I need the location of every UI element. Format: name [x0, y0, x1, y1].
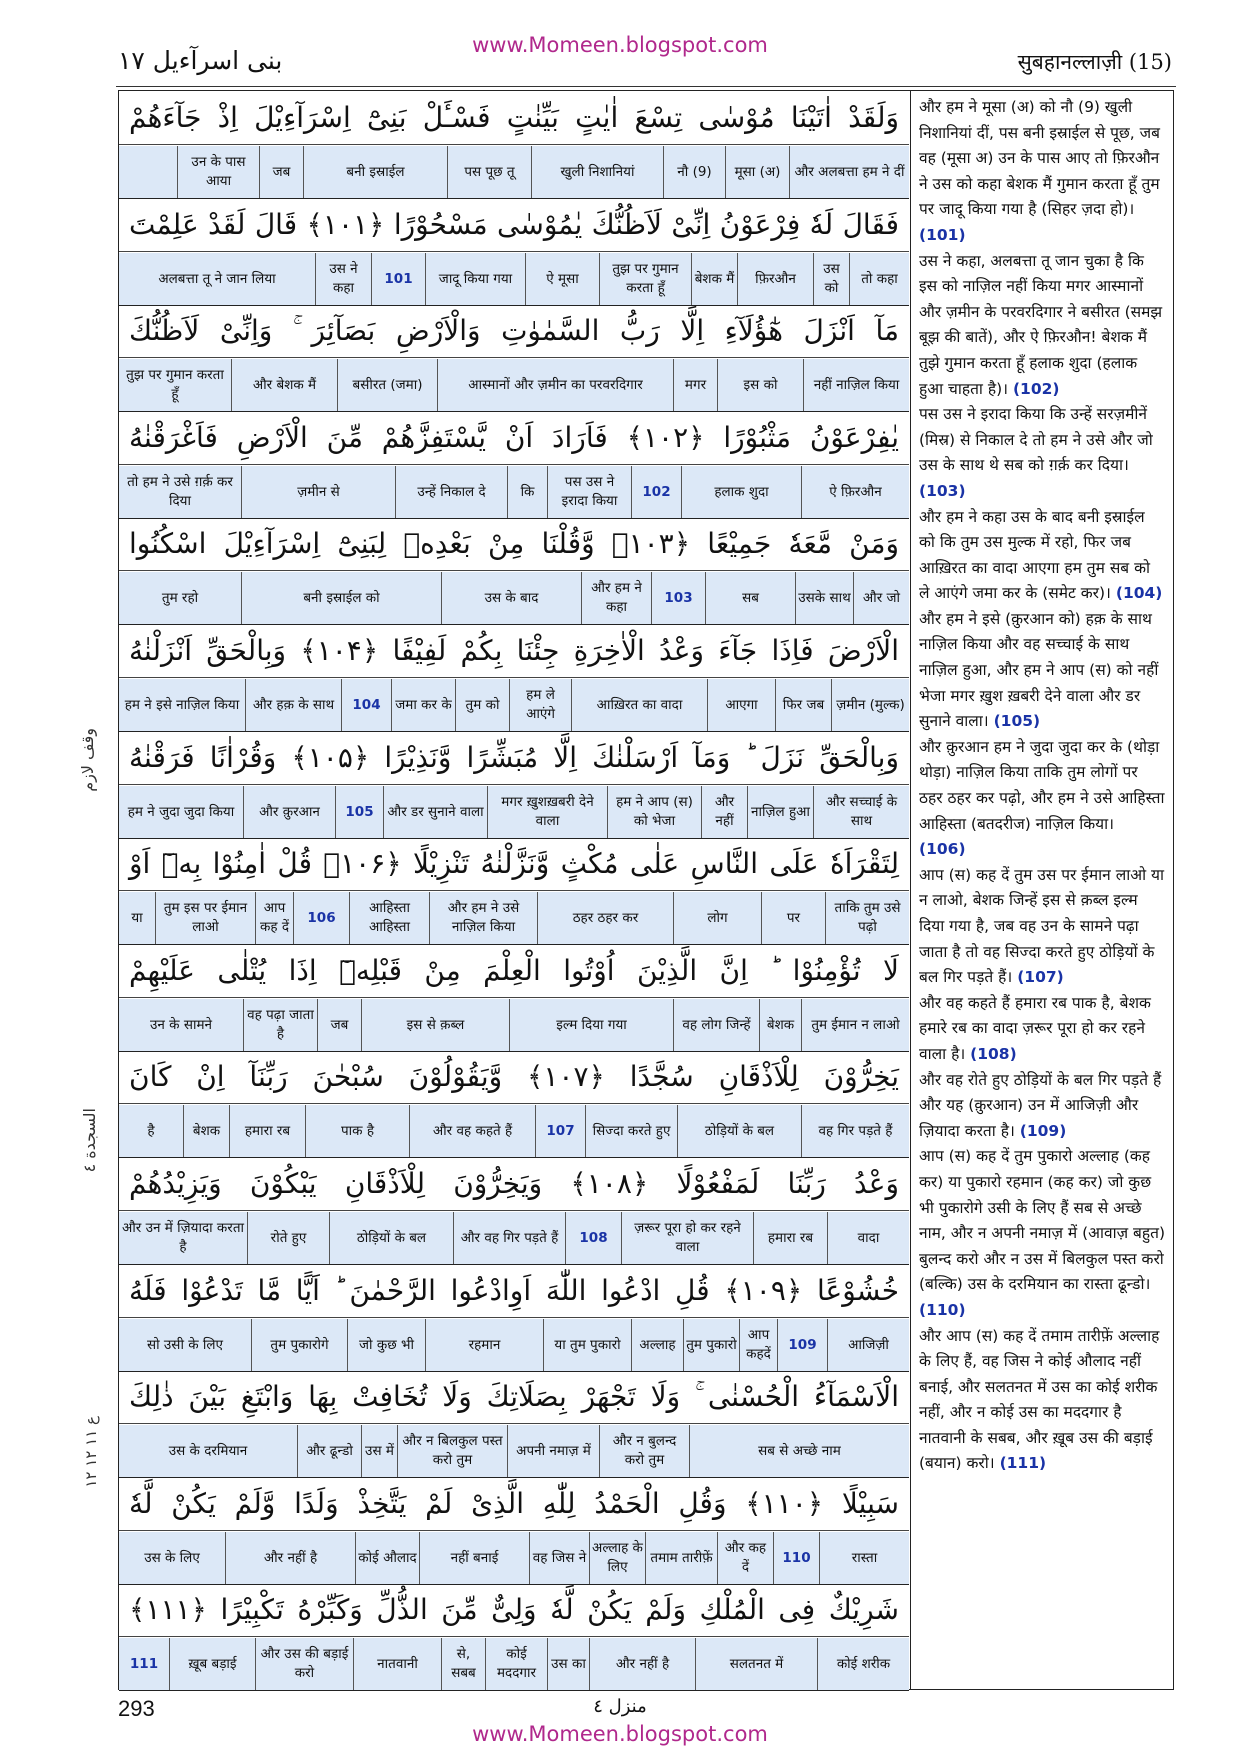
word-meaning-cell: और वह कहते हैं — [409, 1105, 535, 1157]
word-meaning-cell: रहमान — [425, 1319, 543, 1371]
arabic-verse-line: يٰفِرْعَوْنُ مَثْبُوْرًا ﴿۱۰۲﴾ فَاَرَادَ اَنْ يَّسْتَفِزَّهُمْ مِّنَ الْاَرْضِ فَاَغْرَقْنٰهُ — [119, 411, 909, 465]
bottom-url[interactable]: www.Momeen.blogspot.com — [472, 1722, 768, 1746]
verse-number-cell: 104 — [341, 679, 391, 731]
verse-number-cell: 101 — [371, 253, 425, 305]
word-meaning-cell: ताकि तुम उसे पढ़ो — [825, 892, 909, 944]
ruku-marker: ع ١١ ١٢ ١٢ — [82, 1416, 100, 1488]
word-meaning-cell: ज़मीन (मुल्क) — [831, 679, 909, 731]
word-meaning-cell: उसके साथ — [795, 572, 853, 624]
word-meaning-cell: और कह दें — [717, 1532, 773, 1584]
word-meaning-cell: तुझ पर गुमान करता हूँ — [126, 367, 224, 402]
word-meaning-cell: बनी इस्राईल को — [241, 572, 441, 624]
top-url[interactable]: www.Momeen.blogspot.com — [472, 33, 768, 57]
translation-text: उस ने कहा, अलबत्ता तू जान चुका है कि इस को नाज़िल नहीं किया मगर आस्मानों और ज़मीन के परवरदिगार ने बसीरत (समझ बूझ की बातें), और ऐ फ़िरऔन! बेशक मैं तुझे गुमान करता हूँ हलाक शुदा (हलाक हुआ चाहता है)। — [919, 251, 1163, 398]
arabic-verse-line: سَبِيْلًا ﴿۱۱۰﴾ وَقُلِ الْحَمْدُ لِلّٰهِ الَّذِیْ لَمْ يَتَّخِذْ وَلَدًا وَّلَمْ يَكُنْ لَّهٗ — [119, 1477, 909, 1531]
waqf-lazim-note: وقف لازم — [78, 728, 97, 792]
word-meaning-row — [119, 1425, 909, 1478]
word-meaning-cell: तुम ईमान न लाओ — [801, 999, 909, 1051]
word-meaning-cell: तो कहा — [849, 253, 909, 305]
word-meaning-cell: और नहीं है — [589, 1638, 695, 1690]
arabic-verse-line: شَرِيْكٌ فِی الْمُلْكِ وَلَمْ يَكُنْ لَّهٗ وَلِیٌّ مِّنَ الذُّلِّ وَكَبِّرْهُ تَكْبِيْرًا ﴿۱۱۱﴾ — [119, 1583, 909, 1637]
word-meaning-cell: या तुम पुकारो — [543, 1319, 631, 1371]
word-meaning-cell: ऐ मूसा — [525, 253, 599, 305]
word-meaning-cell: आप कह दें — [255, 892, 293, 944]
arabic-verse-line: الْاَسْمَآءُ الْحُسْنٰى ۚ وَلَا تَجْهَرْ بِصَلَاتِكَ وَلَا تُخَافِتْ بِهَا وَابْتَغِ بَيْنَ ذٰلِكَ — [119, 1370, 909, 1424]
translation-text: आप (स) कह दें तुम पुकारो अल्लाह (कह कर) या पुकारो रहमान (कह कर) जो कुछ भी पुकारोगे उसी के लिए हैं सब से अच्छे नाम, और न अपनी नमाज़ में (आवाज़ बहुत) बुलन्द करो और न उस में बिलकुल पस्त करो (बल्कि) उस के दरमियान का रास्ता ढून्डो। — [919, 1147, 1166, 1294]
verse-number-cell: 110 — [773, 1532, 819, 1584]
word-meaning-cell: अल्लाह — [631, 1319, 683, 1371]
word-meaning-cell: इस को — [717, 359, 803, 411]
word-meaning-cell: फिर जब — [775, 679, 831, 731]
para-title-hindi: सुबहानल्लाज़ी (15) — [1017, 50, 1172, 74]
word-meaning-cell: और न बुलन्द करो तुम — [599, 1425, 689, 1477]
word-meaning-cell: मूसा (अ) — [725, 146, 789, 198]
word-meaning-cell: और हम ने कहा — [581, 572, 651, 624]
word-meaning-cell: तुम इस पर ईमान लाओ — [155, 892, 255, 944]
arabic-verse-line: وَبِالْحَقِّ نَزَلَ ؕ وَمَآ اَرْسَلْنٰكَ اِلَّا مُبَشِّرًا وَّنَذِيْرًا ﴿۱۰۵﴾ وَقُرْاٰنًا فَرَقْنٰهُ — [119, 731, 909, 785]
translation-paragraph — [919, 1068, 1165, 1145]
word-meaning-cell: रास्ता — [819, 1532, 909, 1584]
word-meaning-cell: सिज्दा करते हुए — [585, 1105, 677, 1157]
word-meaning-cell: जब — [259, 146, 303, 198]
word-meaning-cell: आजिज़ी — [827, 1319, 909, 1371]
page-number: 293 — [118, 1696, 155, 1721]
word-meaning-cell: और जो — [853, 572, 909, 624]
word-meaning-cell: कोई मददगार — [485, 1638, 547, 1690]
page-frame — [118, 90, 1174, 1690]
word-meaning-cell: उस के दरमियान — [168, 1442, 248, 1459]
word-meaning-cell: हलाक शुदा — [681, 466, 801, 518]
word-meaning-cell: लोग — [673, 892, 761, 944]
translation-paragraph — [919, 735, 1165, 863]
verse-number-cell: 102 — [631, 466, 681, 518]
word-meaning-cell: खुली निशानियां — [531, 146, 663, 198]
word-meaning-cell: नहीं बनाई — [419, 1532, 529, 1584]
word-meaning-cell: तुम पुकारोगे — [251, 1319, 347, 1371]
word-meaning-cell: हम ले आएंगे — [509, 679, 571, 731]
word-meaning-cell: वादा — [827, 1212, 909, 1264]
word-meaning-cell: हम ने इसे नाज़िल किया — [124, 696, 240, 713]
word-meaning-cell: वह लोग जिन्हें — [673, 999, 759, 1051]
word-meaning-cell: और हम ने उसे नाज़िल किया — [429, 892, 537, 944]
word-meaning-cell: तुम को — [455, 679, 509, 731]
word-meaning-cell: बेशक — [759, 999, 801, 1051]
word-meaning-cell: मगर — [673, 359, 717, 411]
verse-number-cell: 107 — [535, 1105, 585, 1157]
arabic-verse-line: لِتَقْرَاَهٗ عَلَى النَّاسِ عَلٰى مُكْثٍ وَّنَزَّلْنٰهُ تَنْزِيْلًا ﴿۱۰۶﴾ قُلْ اٰمِنُوْا بِهٖٓ اَوْ — [119, 837, 909, 891]
word-meaning-cell: वह जिस ने — [529, 1532, 589, 1584]
verse-number: (108) — [970, 1044, 1017, 1063]
word-meaning-cell: ठोड़ियों के बल — [677, 1105, 801, 1157]
word-meaning-cell: अलबत्ता तू ने जान लिया — [158, 270, 276, 287]
translation-text: और वह कहते हैं हमारा रब पाक है, बेशक हमारे रब का वादा ज़रूर पूरा हो कर रहने वाला है। — [919, 993, 1151, 1063]
verse-number: (101) — [919, 225, 966, 244]
word-meaning-cell: कोई औलाद — [355, 1532, 419, 1584]
word-meaning-cell: वह पढ़ा जाता है — [243, 999, 317, 1051]
arabic-verse-line: لَا تُؤْمِنُوْا ؕ اِنَّ الَّذِيْنَ اُوْتُوا الْعِلْمَ مِنْ قَبْلِهٖٓ اِذَا يُتْلٰى عَلَيْهِمْ — [119, 944, 909, 998]
word-meaning-cell: और नहीं है — [225, 1532, 355, 1584]
word-meaning-cell: जादू किया गया — [425, 253, 525, 305]
word-meaning-cell: बेशक मैं — [691, 253, 737, 305]
word-meaning-row — [119, 1212, 909, 1265]
word-meaning-cell: ज़रूर पूरा हो कर रहने वाला — [621, 1212, 753, 1264]
verse-number: (104) — [1115, 584, 1163, 603]
translation-text: आप (स) कह दें तुम उस पर ईमान लाओ या न लाओ, बेशक जिन्हें इस से क़ब्ल इल्म दिया गया है, जब वह उन के सामने पढ़ा जाता है तो वह सिज्दा करते हुए ठोड़ियों के बल गिर पड़ते हैं। — [919, 865, 1165, 987]
word-meaning-row — [119, 146, 909, 199]
verse-number: (106) — [919, 840, 966, 859]
translation-text: और वह रोते हुए ठोड़ियों के बल गिर पड़ते हैं और यह (क़ुरआन) उन में आजिज़ी और ज़ियादा करता है। — [919, 1070, 1162, 1140]
word-meaning-cell: बसीरत (जमा) — [337, 359, 437, 411]
translation-paragraph — [919, 402, 1165, 504]
arabic-verse-line: مَآ اَنْزَلَ هٰٓؤُلَآءِ اِلَّا رَبُّ السَّمٰوٰتِ وَالْاَرْضِ بَصَآئِرَ ۚ وَاِنِّیْ لَاَظُنُّكَ — [119, 304, 909, 358]
word-meaning-row — [119, 1638, 909, 1691]
word-meaning-cell: जमा कर के — [391, 679, 455, 731]
word-meaning-cell: इल्म दिया गया — [509, 999, 673, 1051]
word-meaning-cell: नाज़िल हुआ — [747, 786, 813, 838]
arabic-verse-line: الْاَرْضَ فَاِذَا جَآءَ وَعْدُ الْاٰخِرَةِ جِئْنَا بِكُمْ لَفِيْفًا ﴿۱۰۴﴾ وَبِالْحَقِّ اَنْزَلْنٰهُ — [119, 624, 909, 678]
word-meaning-cell: बनी इस्राईल — [303, 146, 447, 198]
word-meaning-cell: रोते हुए — [247, 1212, 329, 1264]
word-meaning-cell: हमारा रब — [229, 1105, 305, 1157]
word-meaning-cell: आस्मानों और ज़मीन का परवरदिगार — [437, 359, 673, 411]
word-meaning-cell: या — [131, 909, 143, 926]
word-meaning-cell: और हक़ के साथ — [245, 679, 341, 731]
word-meaning-cell: उस के बाद — [441, 572, 581, 624]
word-meaning-row — [119, 786, 909, 839]
word-meaning-cell: उन्हें निकाल दे — [395, 466, 507, 518]
word-meaning-row — [119, 253, 909, 306]
verse-number: (105) — [993, 712, 1041, 731]
word-meaning-cell: उस में — [361, 1425, 397, 1477]
word-meaning-cell: अपनी नमाज़ में — [507, 1425, 599, 1477]
word-meaning-cell: पाक है — [305, 1105, 409, 1157]
word-meaning-cell: और डर सुनाने वाला — [383, 786, 487, 838]
verse-number-cell: 103 — [651, 572, 705, 624]
word-meaning-cell: कोई शरीक — [817, 1638, 909, 1690]
word-meaning-cell: सब — [705, 572, 795, 624]
translation-paragraph — [919, 607, 1165, 735]
translation-column — [919, 95, 1165, 1477]
verse-number-cell: 106 — [293, 892, 349, 944]
word-meaning-cell: ख़ूब बड़ाई — [169, 1638, 255, 1690]
header-rule — [116, 86, 1176, 87]
word-by-word-column — [119, 91, 911, 1689]
word-meaning-cell: सलतनत में — [695, 1638, 817, 1690]
translation-text: और हम ने मूसा (अ) को नौ (9) खुली निशानियां दीं, पस बनी इस्राईल से पूछ, जब वह (मूसा अ) उन के पास आए तो फ़िरऔन ने उस को कहा बेशक मैं गुमान करता हूँ तुम पर जादू किया गया है (सिहर ज़दा हो)। — [919, 98, 1161, 219]
verse-number: (111) — [999, 1454, 1047, 1473]
word-meaning-cell: ज़मीन से — [241, 466, 395, 518]
word-meaning-cell: पर — [761, 892, 825, 944]
word-meaning-cell: बेशक — [183, 1105, 229, 1157]
manzil-label: منزل ٤ — [593, 1696, 647, 1717]
word-meaning-cell: वह गिर पड़ते हैं — [801, 1105, 909, 1157]
word-meaning-cell: तमाम तारीफ़ें — [645, 1532, 717, 1584]
word-meaning-cell: और वह गिर पड़ते हैं — [453, 1212, 565, 1264]
word-meaning-cell: जब — [317, 999, 361, 1051]
word-meaning-row — [119, 999, 909, 1052]
translation-paragraph — [919, 1324, 1165, 1478]
word-meaning-cell: और ढून्डो — [297, 1425, 361, 1477]
translation-paragraph — [919, 95, 1165, 249]
word-meaning-row — [119, 679, 909, 732]
translation-paragraph — [919, 249, 1165, 403]
translation-paragraph — [919, 863, 1165, 991]
verse-number-cell: 109 — [777, 1319, 827, 1371]
verse-number-cell: 108 — [565, 1212, 621, 1264]
word-meaning-cell — [119, 146, 177, 198]
translation-paragraph — [919, 505, 1165, 607]
arabic-verse-line: يَخِرُّوْنَ لِلْاَذْقَانِ سُجَّدًا ﴿۱۰۷﴾ وَّيَقُوْلُوْنَ سُبْحٰنَ رَبِّنَآ اِنْ كَانَ — [119, 1050, 909, 1104]
word-meaning-cell: है — [147, 1122, 155, 1139]
word-meaning-cell: और क़ुरआन — [243, 786, 335, 838]
word-meaning-cell: से, सबब — [441, 1638, 485, 1690]
word-meaning-row — [119, 1532, 909, 1585]
word-meaning-cell: पस उस ने इरादा किया — [547, 466, 631, 518]
word-meaning-cell: और बेशक मैं — [231, 359, 337, 411]
word-meaning-cell: सब से अच्छे नाम — [689, 1425, 909, 1477]
word-meaning-cell: ऐ फ़िरऔन — [801, 466, 909, 518]
verse-number: (102) — [1012, 379, 1060, 398]
word-meaning-cell: उस का — [547, 1638, 589, 1690]
word-meaning-cell: हमारा रब — [753, 1212, 827, 1264]
word-meaning-cell: उस ने कहा — [315, 253, 371, 305]
arabic-verse-line: وَلَقَدْ اٰتَيْنَا مُوْسٰى تِسْعَ اٰيٰتٍ بَيِّنٰتٍ فَسْـَٔلْ بَنِیْٓ اِسْرَآءِيْلَ اِذْ جَآءَهُمْ — [119, 91, 909, 145]
arabic-verse-line: وَعْدُ رَبِّنَا لَمَفْعُوْلًا ﴿۱۰۸﴾ وَيَخِرُّوْنَ لِلْاَذْقَانِ يَبْكُوْنَ وَيَزِيْدُهُمْ — [119, 1157, 909, 1211]
word-meaning-cell: कि — [507, 466, 547, 518]
word-meaning-row — [119, 359, 909, 412]
word-meaning-cell: ठोड़ियों के बल — [329, 1212, 453, 1264]
word-meaning-cell: और उन में ज़ियादा करता है — [121, 1220, 245, 1255]
word-meaning-cell: उन के पास आया — [177, 146, 259, 198]
verse-number: (103) — [919, 481, 966, 500]
word-meaning-row — [119, 892, 909, 945]
word-meaning-cell: नहीं नाज़िल किया — [803, 359, 909, 411]
word-meaning-cell: मगर ख़ुशख़बरी देने वाला — [487, 786, 607, 838]
word-meaning-cell: हम ने जुदा जुदा किया — [127, 803, 235, 820]
verse-number-cell: 105 — [335, 786, 383, 838]
word-meaning-cell: फ़िरऔन — [737, 253, 813, 305]
word-meaning-cell: अल्लाह के लिए — [589, 1532, 645, 1584]
word-meaning-cell: और सच्चाई के साथ — [813, 786, 909, 838]
word-meaning-cell: नौ (9) — [663, 146, 725, 198]
translation-text: पस उस ने इरादा किया कि उन्हें सरज़मीनें (मिस्र) से निकाल दे तो हम ने उसे और जो उस के साथ थे सब को ग़र्क़ कर दिया। — [919, 405, 1153, 475]
word-meaning-cell: तुम पुकारो — [683, 1319, 739, 1371]
translation-paragraph — [919, 1144, 1165, 1323]
verse-number-cell: 111 — [129, 1655, 159, 1672]
word-meaning-cell: और उस की बड़ाई करो — [255, 1638, 353, 1690]
word-meaning-row — [119, 1319, 909, 1372]
word-meaning-cell: उस को — [813, 253, 849, 305]
word-meaning-cell: आख़िरत का वादा — [571, 679, 707, 731]
word-meaning-row — [119, 572, 909, 625]
word-meaning-cell: आप कहदें — [739, 1319, 777, 1371]
arabic-verse-line: فَقَالَ لَهٗ فِرْعَوْنُ اِنِّیْ لَاَظُنُّكَ يٰمُوْسٰى مَسْحُوْرًا ﴿۱۰۱﴾ قَالَ لَقَدْ عَلِمْتَ — [119, 198, 909, 252]
verse-number: (110) — [919, 1300, 966, 1319]
word-meaning-cell: ठहर ठहर कर — [537, 892, 673, 944]
translation-text: और हम ने कहा उस के बाद बनी इस्राईल को कि तुम उस मुल्क में रहो, फिर जब आख़िरत का वादा आएगा हम तुम सब को ले आएंगे जमा कर के (समेट कर)। — [919, 507, 1150, 603]
arabic-verse-line: وَمَنْ مَّعَهٗ جَمِيْعًا ﴿۱۰۳﴾ وَّقُلْنَا مِنْ بَعْدِهٖ لِبَنِیْٓ اِسْرَآءِيْلَ اسْكُنُوا — [119, 517, 909, 571]
word-meaning-cell: उस के लिए — [144, 1549, 200, 1566]
word-meaning-cell: आहिस्ता आहिस्ता — [349, 892, 429, 944]
word-meaning-row — [119, 1105, 909, 1158]
word-meaning-cell: तुझ पर गुमान करता हूँ — [599, 253, 691, 305]
word-meaning-cell: सो उसी के लिए — [147, 1336, 223, 1353]
sajdah-marker: السجدة ٤ — [80, 1108, 99, 1173]
translation-paragraph — [919, 991, 1165, 1068]
verse-number: (107) — [1017, 968, 1064, 987]
word-meaning-cell: और नहीं — [701, 786, 747, 838]
word-meaning-cell: और अलबत्ता हम ने दीं — [789, 146, 909, 198]
word-meaning-cell: तो हम ने उसे ग़र्क़ कर दिया — [127, 474, 233, 509]
word-meaning-cell: नातवानी — [353, 1638, 441, 1690]
word-meaning-cell: उन के सामने — [149, 1016, 213, 1033]
arabic-verse-line: خُشُوْعًا ﴿۱۰۹﴾ قُلِ ادْعُوا اللّٰهَ اَوِادْعُوا الرَّحْمٰنَ ؕ اَيًّا مَّا تَدْعُوْا فَلَهُ — [119, 1264, 909, 1318]
word-meaning-cell: और न बिलकुल पस्त करो तुम — [397, 1425, 507, 1477]
verse-number: (109) — [1019, 1121, 1067, 1140]
word-meaning-row — [119, 466, 909, 519]
translation-text: और आप (स) कह दें तमाम तारीफ़ें अल्लाह के लिए हैं, वह जिस ने कोई औलाद नहीं बनाई, और सलतनत में उस का कोई शरीक नहीं, और न कोई उस का मददगार है नातवानी के सबब, और ख़ूब उस की बड़ाई (बयान) करो। — [919, 1326, 1160, 1473]
surah-title-urdu: بنی اسرآءیل ۱۷ — [118, 46, 283, 75]
translation-text: और हम ने इसे (क़ुरआन को) हक़ के साथ नाज़िल किया और वह सच्चाई के साथ नाज़िल हुआ, और हम ने आप (स) को नहीं भेजा मगर ख़ुश ख़बरी देने वाला और डर सुनाने वाला। — [919, 609, 1159, 731]
word-meaning-cell: हम ने आप (स) को भेजा — [607, 786, 701, 838]
word-meaning-cell: आएगा — [707, 679, 775, 731]
word-meaning-cell: तुम रहो — [161, 589, 199, 606]
word-meaning-cell: जो कुछ भी — [347, 1319, 425, 1371]
word-meaning-cell: पस पूछ तू — [447, 146, 531, 198]
translation-text: और क़ुरआन हम ने जुदा जुदा कर के (थोड़ा थोड़ा) नाज़िल किया ताकि तुम लोगों पर ठहर ठहर कर पढ़ो, और हम ने उसे आहिस्ता आहिस्ता (बतदरीज) नाज़िल किया। — [919, 737, 1165, 833]
word-meaning-cell: इस से क़ब्ल — [361, 999, 509, 1051]
